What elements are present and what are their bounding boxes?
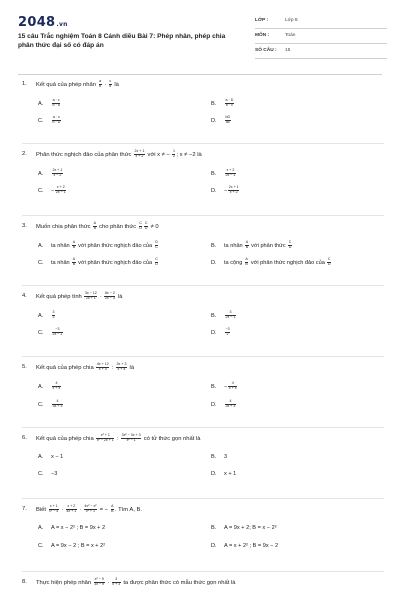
question-block — [22, 433, 384, 477]
fraction-numerator: a · c — [52, 115, 60, 119]
answer-option-d[interactable] — [211, 542, 278, 550]
fraction-numerator: 1 — [172, 149, 175, 153]
question-block — [22, 291, 384, 336]
meta-label: MÔN : — [255, 33, 270, 38]
meta-value: Lớp 8 — [285, 18, 298, 23]
fraction-numerator: D — [155, 240, 158, 244]
fraction-numerator: C — [327, 257, 331, 261]
text-run: Kết quả của phép chia — [36, 435, 96, 442]
answer-option-c[interactable] — [38, 400, 64, 409]
fraction-denominator: D — [288, 244, 292, 249]
text-run: ta nhân — [51, 259, 72, 266]
question-text — [36, 292, 122, 301]
answer-option-c[interactable] — [38, 542, 105, 550]
fraction-numerator: a — [99, 79, 102, 83]
fraction-denominator: 2x − 3 — [104, 295, 115, 300]
fraction-numerator: −3 — [52, 328, 63, 333]
fraction-numerator: x² − 9 — [94, 577, 104, 581]
option-letter: D. — [211, 259, 217, 266]
fraction-denominator: D — [144, 225, 148, 230]
question-number: 6. — [22, 435, 27, 441]
question-text — [36, 578, 235, 587]
question-stem — [22, 80, 384, 88]
answer-option-a[interactable] — [38, 382, 62, 391]
fraction-numerator: 3x + 3 — [116, 362, 127, 366]
fraction — [225, 311, 236, 320]
question-divider — [22, 215, 384, 216]
text-run: Kết quả phép tính — [36, 293, 84, 300]
fraction — [52, 99, 60, 108]
question-divider — [22, 498, 384, 499]
fraction-denominator: 2x − 1 — [225, 314, 236, 319]
fraction-denominator: x² − 4 — [49, 508, 59, 513]
question-divider — [22, 571, 384, 572]
text-run: là — [116, 293, 123, 300]
fraction — [228, 382, 237, 391]
fraction-denominator: D — [155, 261, 158, 266]
fraction — [52, 382, 61, 391]
text-run: ; x ≠ −2 là — [176, 151, 202, 158]
question-block — [22, 362, 384, 408]
fraction — [139, 222, 143, 231]
meta-value: Toán — [285, 33, 296, 38]
fraction — [144, 222, 148, 231]
fraction — [52, 311, 55, 320]
answer-option-b[interactable] — [211, 524, 277, 532]
text-run: · — [102, 81, 108, 88]
fraction-denominator: x + 4 — [52, 385, 61, 390]
option-letter: A. — [38, 100, 44, 107]
fraction-numerator: x³ + 1 — [96, 434, 114, 439]
fraction — [55, 186, 66, 195]
question-divider — [22, 356, 384, 357]
text-run: · — [105, 579, 111, 586]
fraction-numerator: 4x + 12 — [96, 362, 109, 366]
fraction-denominator: x + 4 — [98, 366, 107, 371]
answer-option-c[interactable] — [38, 328, 64, 337]
fraction — [49, 505, 59, 514]
text-run: −3 — [51, 471, 58, 477]
text-run: A = x + 2² ; B = 9x − 2 — [224, 543, 279, 549]
option-letter: B. — [211, 454, 217, 460]
question-text — [36, 434, 200, 443]
text-run: ta nhân — [224, 242, 245, 249]
fraction — [52, 400, 63, 409]
text-run: là — [127, 364, 135, 371]
fraction-denominator: b · D — [52, 119, 61, 124]
option-letter: A. — [38, 242, 44, 249]
text-run: với x ≠ − — [145, 151, 172, 158]
text-run: Phân thức nghịch đảo của phân thức — [36, 151, 134, 158]
fraction-denominator: B — [111, 508, 114, 513]
fraction-numerator: C — [288, 240, 292, 244]
question-block — [22, 221, 384, 266]
answer-option-a[interactable] — [38, 453, 63, 461]
answer-option-b[interactable] — [211, 169, 237, 178]
fraction-denominator: B — [245, 244, 249, 249]
text-run: A = 9x + 2; B = x − 2² — [224, 525, 277, 531]
fraction — [66, 505, 77, 514]
fraction — [116, 363, 127, 372]
fraction-denominator: 2x + 1 — [85, 295, 96, 300]
answer-option-b[interactable] — [211, 241, 293, 250]
fraction — [245, 241, 248, 250]
option-letter: A. — [38, 312, 44, 319]
question-stem — [22, 222, 384, 230]
fraction-denominator: b · c — [225, 102, 233, 107]
text-run: với phân thức — [249, 242, 288, 249]
fraction — [225, 328, 230, 337]
fraction-numerator: 3 — [225, 311, 236, 316]
fraction-denominator: 2 — [172, 153, 175, 158]
answer-option-d[interactable] — [211, 186, 240, 195]
fraction — [155, 241, 159, 250]
fraction-numerator: x + 2 — [67, 504, 76, 508]
fraction-numerator: bD — [225, 115, 231, 119]
fraction — [121, 434, 141, 443]
question-divider — [22, 143, 384, 144]
fraction-denominator: B — [93, 225, 96, 230]
fraction-denominator: 3x + 3 — [52, 403, 63, 408]
fraction-numerator: A — [72, 257, 76, 261]
fraction — [228, 186, 239, 195]
fraction — [72, 258, 75, 267]
logo-text: 2048 — [18, 15, 56, 30]
question-stem — [22, 505, 384, 513]
question-number: 7. — [22, 506, 27, 512]
fraction — [245, 258, 248, 267]
question-stem — [22, 363, 384, 371]
meta-label: LỚP : — [255, 18, 269, 23]
fraction — [225, 400, 236, 409]
question-text — [36, 363, 134, 372]
text-run: Muốn chia phân thức — [36, 223, 93, 230]
fraction-denominator: x − 2 — [53, 172, 62, 177]
option-letter: D. — [211, 329, 217, 336]
fraction-numerator: 3x² − 3x + 3 — [121, 433, 141, 437]
fraction-denominator: b — [99, 83, 102, 88]
fraction — [52, 328, 63, 337]
fraction-numerator: −3 — [225, 327, 230, 331]
fraction-denominator: 2x − 1 — [225, 172, 236, 177]
answer-option-b[interactable] — [211, 311, 237, 320]
question-text — [36, 505, 142, 514]
fraction-numerator: x + 2 — [226, 168, 235, 172]
fraction-denominator: ac — [225, 119, 230, 124]
fraction-denominator: 4x + 1 — [66, 508, 77, 513]
text-run: − — [224, 187, 228, 194]
answer-option-d[interactable] — [211, 400, 237, 409]
answer-option-d[interactable] — [211, 116, 232, 125]
option-letter: D. — [211, 543, 217, 549]
text-run: x − 1 — [51, 454, 64, 460]
text-run: Kết quả của phép chia — [36, 364, 96, 371]
fraction-numerator: 3 — [112, 578, 121, 583]
text-run: − — [224, 383, 228, 390]
fraction-denominator: b · d — [52, 102, 60, 107]
fraction-numerator: a · c — [52, 98, 60, 102]
fraction — [94, 578, 105, 587]
fraction-denominator: x + 2 — [135, 153, 144, 158]
fraction — [93, 222, 96, 231]
question-divider — [22, 427, 384, 428]
text-run: . Tìm A, B. — [115, 506, 142, 513]
question-number: 8. — [22, 579, 27, 585]
fraction-numerator: C — [139, 221, 142, 225]
fraction-denominator: D — [327, 261, 331, 266]
option-letter: A. — [38, 525, 44, 531]
fraction-numerator: 4 — [225, 400, 236, 405]
question-stem — [22, 292, 384, 300]
fraction-denominator: 2x − 1 — [55, 189, 66, 194]
fraction-numerator: A — [93, 221, 96, 225]
option-letter: D. — [211, 117, 217, 124]
option-letter: C. — [38, 471, 44, 477]
fraction-numerator: 3 — [52, 310, 55, 314]
fraction-denominator: x² + 1 — [85, 508, 95, 513]
option-letter: B. — [211, 383, 217, 390]
answer-option-c[interactable] — [38, 116, 62, 125]
option-letter: D. — [211, 401, 217, 408]
text-run: Thực hiện phép nhân — [36, 579, 93, 586]
answer-option-d[interactable] — [211, 258, 332, 267]
answer-option-a[interactable] — [38, 524, 105, 532]
question-number: 4. — [22, 293, 27, 299]
fraction — [72, 241, 75, 250]
text-run: A = 9x − 2 ; B = x + 2² — [51, 543, 106, 549]
text-run: với phân thức nghịch đảo của — [76, 259, 154, 266]
question-number: 3. — [22, 223, 27, 229]
option-letter: C. — [38, 329, 44, 336]
meta-value: 15 — [285, 48, 291, 53]
fraction — [52, 169, 63, 178]
fraction-numerator: c — [109, 79, 112, 83]
option-letter: A. — [38, 170, 44, 177]
fraction — [99, 80, 102, 89]
fraction-denominator: x² − 1 — [126, 437, 136, 442]
fraction — [96, 363, 109, 372]
text-run: · — [59, 506, 65, 513]
meta-table — [255, 15, 387, 60]
meta-label: SỐ CÂU : — [255, 48, 277, 53]
fraction — [109, 80, 112, 89]
document-title: 15 câu Trắc nghiệm Toán 8 Cánh diều Bài 7: Phép nhân, phép chia phân thức đại số có đáp án — [18, 33, 226, 49]
fraction-numerator: 2x + 1 — [228, 185, 239, 189]
fraction-denominator: d — [109, 83, 112, 88]
question-number: 5. — [22, 364, 27, 370]
question-text — [36, 150, 202, 159]
document-header — [0, 0, 400, 74]
answer-option-d[interactable] — [211, 470, 236, 478]
fraction-denominator: 3x − 9 — [94, 581, 105, 586]
fraction-numerator: 2x + 1 — [52, 168, 63, 172]
answer-option-b[interactable] — [211, 382, 238, 391]
answer-option-c[interactable] — [38, 258, 159, 267]
text-run: : — [110, 364, 116, 371]
fraction-numerator: 4x² − x² — [84, 504, 97, 508]
option-letter: C. — [38, 187, 44, 194]
option-letter: B. — [211, 525, 217, 531]
option-letter: A. — [38, 383, 44, 390]
fraction-numerator: 4 — [228, 382, 237, 387]
meta-row-count — [255, 45, 387, 59]
fraction-numerator: 4 — [52, 382, 61, 387]
option-letter: D. — [211, 471, 217, 477]
text-run: − — [51, 187, 55, 194]
option-letter: B. — [211, 100, 217, 107]
option-letter: B. — [211, 312, 217, 319]
answer-option-a[interactable] — [38, 99, 61, 108]
fraction — [327, 258, 331, 267]
text-run: với phân thức nghịch đảo của — [249, 259, 327, 266]
answer-option-c[interactable] — [38, 470, 57, 478]
option-letter: C. — [38, 401, 44, 408]
answer-option-d[interactable] — [211, 328, 231, 337]
question-stem — [22, 578, 384, 586]
text-run: 3 — [224, 454, 228, 460]
fraction — [84, 292, 97, 301]
option-letter: C. — [38, 259, 44, 266]
meta-row-grade — [255, 15, 387, 29]
fraction-numerator: A — [111, 504, 114, 508]
fraction-denominator: x + 4 — [117, 366, 126, 371]
fraction-numerator: 4 — [52, 400, 63, 405]
fraction-denominator: B — [245, 261, 248, 266]
fraction — [52, 116, 61, 125]
option-letter: D. — [211, 187, 217, 194]
question-divider — [22, 285, 384, 286]
text-run: Kết quả của phép nhân — [36, 81, 98, 88]
option-letter: B. — [211, 170, 217, 177]
fraction — [225, 116, 231, 125]
fraction-numerator: 3x − 12 — [84, 291, 97, 295]
fraction-denominator: 2x − 1 — [52, 331, 63, 336]
text-run: ta nhân — [51, 242, 72, 249]
answer-option-a[interactable] — [38, 241, 159, 250]
question-stem — [22, 150, 384, 158]
option-letter: A. — [38, 454, 44, 460]
text-run: với phân thức nghịch đảo của — [76, 242, 154, 249]
fraction-denominator: x² − 2x + 1 — [96, 437, 114, 442]
fraction — [134, 150, 145, 159]
question-number: 2. — [22, 151, 27, 157]
question-block — [22, 504, 384, 549]
fraction-denominator: B — [72, 244, 76, 249]
fraction — [111, 505, 114, 514]
fraction-numerator: 2x + 1 — [134, 149, 145, 153]
fraction — [112, 578, 121, 587]
fraction-numerator: x + 2 — [56, 185, 65, 189]
answer-option-a[interactable] — [38, 169, 64, 178]
fraction-denominator: 2 — [52, 314, 55, 319]
fraction-denominator: 2 — [226, 331, 229, 336]
fraction-denominator: x + 2 — [229, 189, 238, 194]
text-run: : — [115, 435, 121, 442]
text-run: x + 1 — [224, 471, 237, 477]
fraction-numerator: a · D — [225, 98, 234, 102]
text-run: · — [98, 293, 104, 300]
answer-option-a[interactable] — [38, 311, 56, 320]
text-run: = − — [98, 506, 110, 513]
fraction — [225, 99, 234, 108]
fraction-denominator: D — [139, 225, 142, 230]
text-run: A = x − 2² ; B = 9x + 2 — [51, 525, 106, 531]
fraction-numerator: C — [155, 257, 158, 261]
fraction-denominator: 3x + 3 — [225, 403, 236, 408]
question-stem — [22, 434, 384, 442]
meta-row-subject — [255, 30, 387, 44]
question-number: 1. — [22, 81, 27, 87]
text-run: có tử thức gọn nhất là — [142, 435, 201, 442]
fraction-numerator: A — [245, 257, 248, 261]
option-letter: C. — [38, 543, 44, 549]
option-letter: B. — [211, 242, 217, 249]
text-run: ta cộng — [224, 259, 244, 266]
fraction — [288, 241, 292, 250]
answer-option-b[interactable] — [211, 99, 235, 108]
fraction-numerator: A — [72, 240, 76, 244]
question-text — [36, 222, 159, 231]
fraction-numerator: x + 1 — [49, 504, 58, 508]
fraction-numerator: 8x − 2 — [104, 291, 115, 295]
text-run: cho phân thức — [97, 223, 138, 230]
fraction — [104, 292, 115, 301]
text-run: là — [112, 81, 119, 88]
question-text — [36, 80, 119, 89]
fraction — [172, 150, 175, 159]
text-run: ta được phân thức có mẫu thức gọn nhất là — [121, 579, 236, 586]
answer-option-b[interactable] — [211, 453, 227, 461]
fraction-denominator: B — [72, 261, 76, 266]
fraction-denominator: x + 3 — [112, 581, 121, 586]
text-run: · — [77, 506, 83, 513]
fraction — [96, 434, 114, 443]
fraction — [84, 505, 97, 514]
answer-option-c[interactable] — [38, 186, 67, 195]
fraction-denominator: x + 4 — [228, 385, 237, 390]
site-logo[interactable] — [18, 15, 68, 30]
fraction — [225, 169, 236, 178]
question-block — [22, 149, 384, 194]
fraction-numerator: C — [144, 221, 148, 225]
fraction — [155, 258, 159, 267]
option-letter: C. — [38, 117, 44, 124]
fraction-denominator: C — [155, 244, 158, 249]
text-run: ≠ 0 — [149, 223, 159, 230]
logo-suffix: .vn — [56, 21, 68, 28]
question-block — [22, 578, 384, 586]
fraction-numerator: A — [245, 240, 249, 244]
text-run: Biết — [36, 506, 48, 513]
header-divider — [18, 74, 382, 75]
